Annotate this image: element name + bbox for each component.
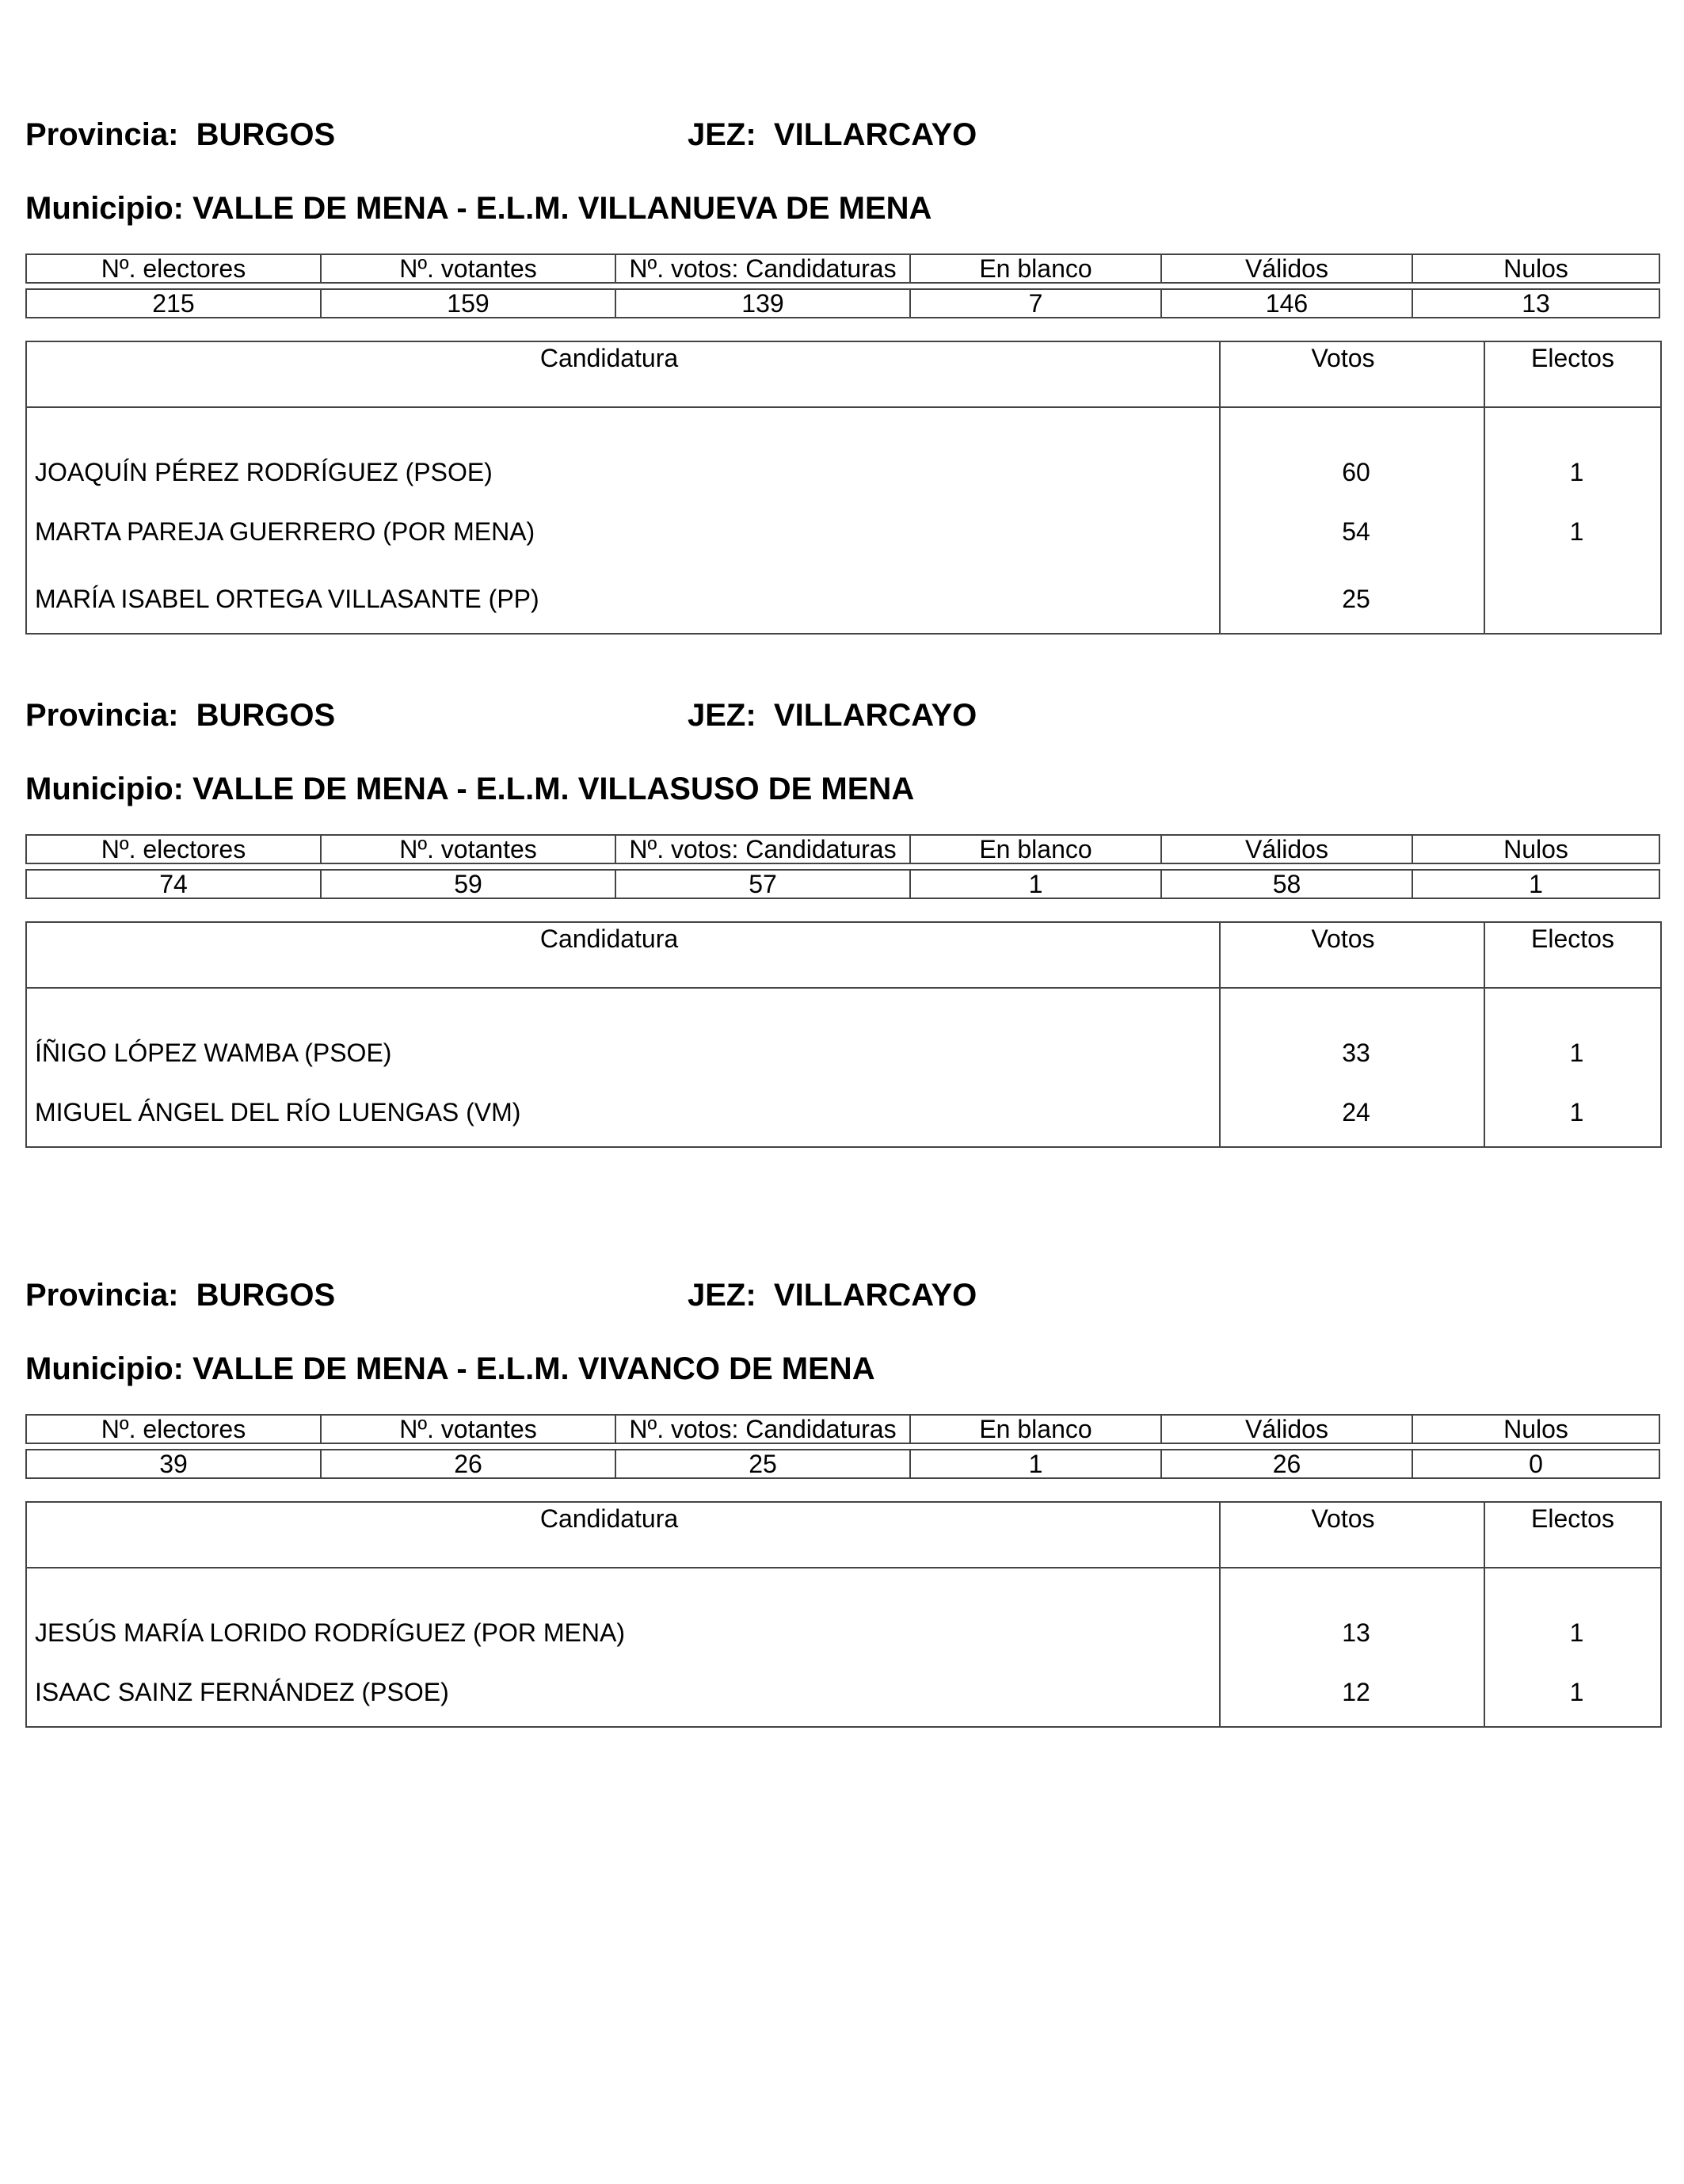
provincia-label: Provincia: BURGOS (25, 117, 336, 152)
summary-value-row (25, 288, 1660, 318)
jez-label: JEZ: VILLARCAYO (688, 1278, 977, 1313)
header-votos-candidaturas: Nº. votos: Candidaturas (615, 253, 909, 284)
value-nulos: 1 (1412, 869, 1660, 899)
value-nulos: 0 (1412, 1449, 1660, 1479)
header-votos: Votos (1220, 922, 1484, 988)
summary-header-row (25, 834, 1660, 864)
summary-header-row (25, 253, 1660, 284)
value-votantes: 26 (320, 1449, 615, 1479)
candidate-votos: 24 (1220, 1079, 1484, 1147)
candidate-electos: 1 (1484, 1568, 1661, 1659)
candidate-name: MIGUEL ÁNGEL DEL RÍO LUENGAS (VM) (26, 1079, 1220, 1147)
header-electores: Nº. electores (25, 253, 320, 284)
value-votantes: 159 (320, 288, 615, 318)
table-row (26, 1659, 1661, 1727)
candidate-votos: 33 (1220, 988, 1484, 1079)
value-electores: 74 (25, 869, 320, 899)
header-electores: Nº. electores (25, 834, 320, 864)
candidate-name: JOAQUÍN PÉREZ RODRÍGUEZ (PSOE) (26, 407, 1220, 498)
header-electores: Nº. electores (25, 1414, 320, 1444)
provincia-label: Provincia: BURGOS (25, 1278, 336, 1313)
header-electos: Electos (1484, 922, 1661, 988)
candidates-header-row (26, 922, 1661, 988)
jez-label: JEZ: VILLARCAYO (688, 698, 977, 733)
candidate-votos: 54 (1220, 498, 1484, 566)
value-en-blanco: 1 (909, 1449, 1160, 1479)
candidate-votos: 25 (1220, 566, 1484, 634)
summary-value-row (25, 1449, 1660, 1479)
header-votos: Votos (1220, 341, 1484, 407)
municipio-label: Municipio: VALLE DE MENA - E.L.M. VIVANCO DE MENA (25, 1351, 875, 1386)
candidate-votos: 13 (1220, 1568, 1484, 1659)
value-en-blanco: 7 (909, 288, 1160, 318)
candidates-table (25, 1501, 1662, 1728)
value-electores: 215 (25, 288, 320, 318)
section-villanueva (25, 115, 1660, 613)
candidate-electos: 1 (1484, 498, 1661, 566)
header-candidatura: Candidatura (26, 922, 1220, 988)
summary-table (25, 249, 1660, 323)
header-nulos: Nulos (1412, 253, 1660, 284)
candidate-electos: 1 (1484, 1079, 1661, 1147)
section-vivanco (25, 1275, 1660, 1706)
candidate-electos: 1 (1484, 1659, 1661, 1727)
municipio-label: Municipio: VALLE DE MENA - E.L.M. VILLASUSO DE MENA (25, 772, 915, 806)
header-votantes: Nº. votantes (320, 834, 615, 864)
value-nulos: 13 (1412, 288, 1660, 318)
table-row (26, 566, 1661, 634)
candidate-electos: 1 (1484, 988, 1661, 1079)
candidate-name: MARÍA ISABEL ORTEGA VILLASANTE (PP) (26, 566, 1220, 634)
candidate-votos: 12 (1220, 1659, 1484, 1727)
header-votos-candidaturas: Nº. votos: Candidaturas (615, 834, 909, 864)
value-electores: 39 (25, 1449, 320, 1479)
provincia-label: Provincia: BURGOS (25, 698, 336, 733)
value-validos: 26 (1160, 1449, 1412, 1479)
candidate-name: JESÚS MARÍA LORIDO RODRÍGUEZ (POR MENA) (26, 1568, 1220, 1659)
value-validos: 146 (1160, 288, 1412, 318)
header-candidatura: Candidatura (26, 1502, 1220, 1568)
summary-value-row (25, 869, 1660, 899)
section-header (25, 115, 1660, 154)
summary-table (25, 1409, 1660, 1484)
table-row (26, 1079, 1661, 1147)
header-candidatura: Candidatura (26, 341, 1220, 407)
header-validos: Válidos (1160, 253, 1412, 284)
header-en-blanco: En blanco (909, 253, 1160, 284)
value-votos-candidaturas: 25 (615, 1449, 909, 1479)
value-votos-candidaturas: 139 (615, 288, 909, 318)
candidate-votos: 60 (1220, 407, 1484, 498)
header-votos-candidaturas: Nº. votos: Candidaturas (615, 1414, 909, 1444)
value-en-blanco: 1 (909, 869, 1160, 899)
candidate-electos (1484, 566, 1661, 634)
candidate-electos: 1 (1484, 407, 1661, 498)
section-header (25, 1275, 1660, 1315)
candidate-name: ISAAC SAINZ FERNÁNDEZ (PSOE) (26, 1659, 1220, 1727)
section-header (25, 696, 1660, 735)
value-validos: 58 (1160, 869, 1412, 899)
table-row (26, 407, 1661, 498)
header-electos: Electos (1484, 1502, 1661, 1568)
summary-table (25, 829, 1660, 904)
header-validos: Válidos (1160, 834, 1412, 864)
header-en-blanco: En blanco (909, 834, 1160, 864)
header-votantes: Nº. votantes (320, 1414, 615, 1444)
candidates-header-row (26, 1502, 1661, 1568)
header-votantes: Nº. votantes (320, 253, 615, 284)
candidates-table (25, 921, 1662, 1148)
header-en-blanco: En blanco (909, 1414, 1160, 1444)
header-nulos: Nulos (1412, 834, 1660, 864)
table-row (26, 1568, 1661, 1659)
header-electos: Electos (1484, 341, 1661, 407)
value-votos-candidaturas: 57 (615, 869, 909, 899)
value-votantes: 59 (320, 869, 615, 899)
municipio-label: Municipio: VALLE DE MENA - E.L.M. VILLANUEVA DE MENA (25, 191, 932, 226)
table-row (26, 498, 1661, 566)
header-nulos: Nulos (1412, 1414, 1660, 1444)
candidate-name: ÍÑIGO LÓPEZ WAMBA (PSOE) (26, 988, 1220, 1079)
candidates-header-row (26, 341, 1661, 407)
candidates-table (25, 341, 1662, 635)
table-row (26, 988, 1661, 1079)
candidate-name: MARTA PAREJA GUERRERO (POR MENA) (26, 498, 1220, 566)
jez-label: JEZ: VILLARCAYO (688, 117, 977, 152)
summary-header-row (25, 1414, 1660, 1444)
section-villasuso (25, 696, 1660, 1126)
header-validos: Válidos (1160, 1414, 1412, 1444)
header-votos: Votos (1220, 1502, 1484, 1568)
